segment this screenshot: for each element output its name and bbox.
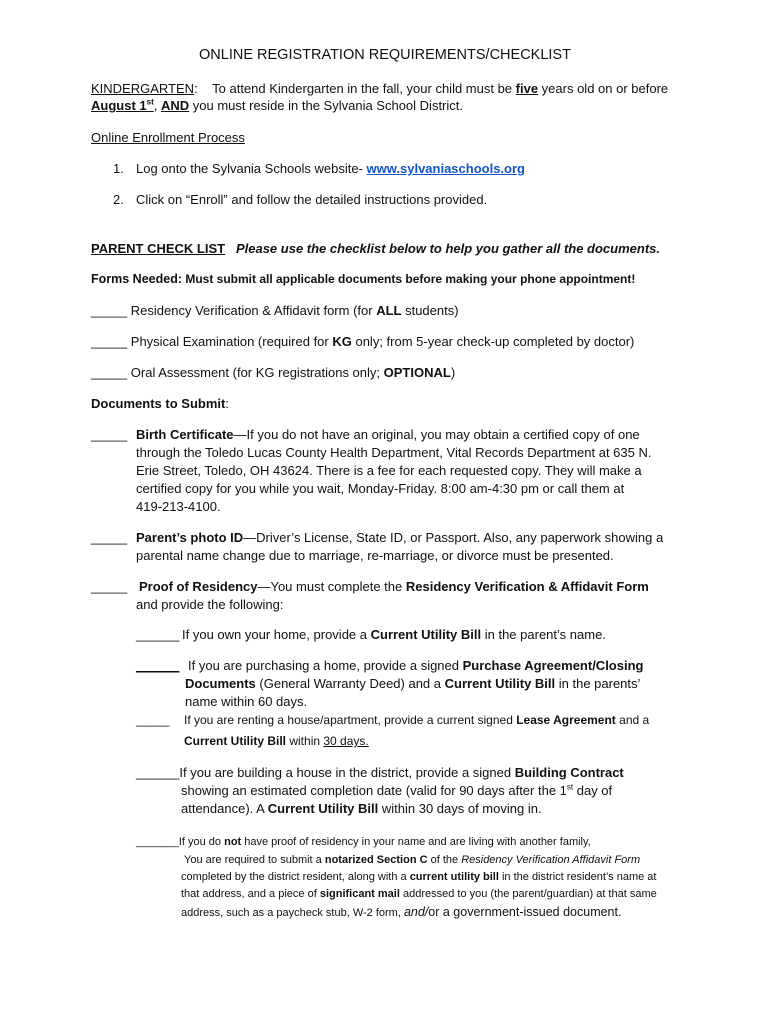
proof-form-name: Residency Verification & Affidavit Form: [405, 579, 649, 594]
option-text: If you are building a house in the district, provide a signed: [179, 765, 515, 780]
forms-label: Forms Needed:: [91, 272, 182, 286]
option-text: You are required to submit a: [184, 854, 325, 866]
option-text: within 30 days of moving in.: [378, 801, 542, 816]
rent-blank[interactable]: _____: [136, 713, 170, 727]
proof-of-residency-label: Proof of Residency: [139, 579, 258, 594]
proof-blank[interactable]: _____: [91, 579, 128, 594]
colon: :: [225, 396, 229, 411]
option-emphasis: Purchase Agreement/Closing: [462, 658, 644, 673]
option-text: completed by the district resident, along with a: [181, 871, 410, 883]
option-text: address, such as a paycheck stub, W-2 form,: [181, 907, 404, 919]
cutoff-date-text: August 1: [91, 98, 147, 113]
birth-line-3: Erie Street, Toledo, OH 43624. There is a fee for each requested copy. They will make a: [136, 463, 642, 478]
form-item-residency: [91, 302, 459, 319]
comma: ,: [153, 98, 161, 113]
form-item-text: Residency Verification & Affidavit form (for: [127, 303, 377, 318]
kindergarten-line-2: [91, 97, 463, 114]
photo-line-2: parental name change due to marriage, re-marriage, or divorce must be presented.: [136, 548, 614, 563]
rent-line-1: [184, 712, 649, 729]
forms-heading: [91, 271, 635, 288]
parent-checklist-label: PARENT CHECK LIST: [91, 241, 226, 256]
form-item-emphasis: OPTIONAL: [383, 365, 451, 380]
and-emphasis: AND: [160, 98, 190, 113]
option-form-name: Residency Verification Affidavit Form: [461, 854, 641, 866]
photo-text: —Driver’s License, State ID, or Passport. Also, any paperwork showing a: [243, 530, 664, 545]
option-emphasis: significant mail: [319, 888, 400, 900]
build-line-2: [181, 782, 612, 799]
option-text: that address, and a piece of: [181, 888, 320, 900]
option-text: If you are purchasing a home, provide a signed: [188, 658, 463, 673]
other-line-1: [136, 834, 591, 851]
other-line-4: [181, 886, 657, 903]
option-text-underlined: 30 days.: [323, 734, 369, 748]
colon: :: [194, 81, 198, 96]
step-2-number: 2.: [113, 192, 124, 207]
forms-instruction: Must submit all applicable documents before making your phone appointment!: [182, 272, 636, 286]
photo-line-1: [136, 529, 663, 546]
form-item-oral: [91, 364, 455, 381]
purchase-line-1: [188, 657, 643, 674]
option-emphasis: Current Utility Bill: [444, 676, 556, 691]
birth-certificate-label: Birth Certificate: [136, 427, 234, 442]
form-item-text: Physical Examination (required for: [127, 334, 333, 349]
form-item-text: students): [401, 303, 459, 318]
purchase-line-2: [185, 675, 640, 692]
option-emphasis: Current Utility Bill: [267, 801, 379, 816]
photo-id-label: Parent’s photo ID: [136, 530, 244, 545]
kindergarten-line-1: [91, 80, 668, 97]
option-text: of the: [427, 854, 462, 866]
option-emphasis: notarized Section C: [324, 854, 428, 866]
cutoff-date-sup: st: [146, 97, 154, 107]
form-item-physical: [91, 333, 634, 350]
school-website-link[interactable]: www.sylvaniaschools.org: [366, 161, 525, 176]
purchase-line-3: name within 60 days.: [185, 694, 308, 709]
birth-blank[interactable]: _____: [91, 427, 128, 442]
form-item-text: ): [450, 365, 456, 380]
option-text: showing an estimated completion date (valid for 90 days after the 1: [181, 783, 567, 798]
option-emphasis: Building Contract: [514, 765, 624, 780]
option-emphasis: Current Utility Bill: [370, 627, 482, 642]
option-text: If you are renting a house/apartment, provide a current signed: [184, 713, 517, 727]
rent-line-2: [184, 733, 369, 750]
step-2-text: Click on “Enroll” and follow the detailed instructions provided.: [136, 192, 488, 207]
option-text: If you own your home, provide a: [182, 627, 371, 642]
proof-line-2: and provide the following:: [136, 597, 284, 612]
proof-text: —You must complete the: [257, 579, 406, 594]
step-1-text: Log onto the Sylvania Schools website-: [136, 161, 367, 176]
purchase-blank[interactable]: ______: [136, 658, 180, 673]
option-text: in the parent’s name.: [481, 627, 606, 642]
form-item-emphasis: KG: [332, 334, 352, 349]
five-emphasis: five: [515, 81, 539, 96]
option-text: or a government-issued document.: [428, 905, 622, 919]
ordinal-sup: st: [566, 782, 574, 792]
option-blank[interactable]: ______: [136, 765, 180, 780]
checkbox-blank[interactable]: _____: [91, 303, 128, 318]
option-blank[interactable]: _______: [136, 836, 179, 848]
documents-heading-text: Documents to Submit: [91, 396, 226, 411]
build-line-1: [136, 764, 624, 781]
option-text: If you do: [178, 836, 225, 848]
own-home-blank[interactable]: ______: [136, 627, 180, 642]
birth-line-1: [136, 426, 640, 443]
kindergarten-text: you must reside in the Sylvania School District.: [189, 98, 463, 113]
option-text: within: [286, 734, 324, 748]
option-text: in the district resident’s name at: [498, 871, 657, 883]
kindergarten-text: To attend Kindergarten in the fall, your child must be: [212, 81, 516, 96]
birth-text: —If you do not have an original, you may obtain a certified copy of one: [233, 427, 640, 442]
step-1-number: 1.: [113, 161, 124, 176]
birth-line-4: certified copy for you while you wait, Monday-Friday. 8:00 am-4:30 pm or call them at: [136, 481, 625, 496]
enrollment-heading: Online Enrollment Process: [91, 130, 245, 145]
own-home-option: [182, 626, 606, 643]
other-line-3: [181, 869, 656, 886]
option-text-italic: and/: [403, 905, 429, 919]
option-text: and a: [615, 713, 650, 727]
kindergarten-label: KINDERGARTEN: [91, 81, 195, 96]
birth-line-2: through the Toledo Lucas County Health Department, Vital Records Department at 635 N.: [136, 445, 652, 460]
option-text: in the parents’: [555, 676, 641, 691]
build-line-3: [181, 800, 542, 817]
parent-checklist-heading: [91, 240, 660, 257]
birth-line-5: 419-213-4100.: [136, 499, 221, 514]
option-emphasis: Current Utility Bill: [184, 734, 287, 748]
option-emphasis: current utility bill: [409, 871, 499, 883]
form-item-text: only; from 5-year check-up completed by doctor): [351, 334, 635, 349]
option-text: (General Warranty Deed) and a: [255, 676, 445, 691]
other-line-2: [184, 852, 640, 869]
option-emphasis: not: [224, 836, 242, 848]
documents-heading: [91, 395, 229, 412]
option-text: attendance). A: [181, 801, 268, 816]
checkbox-blank[interactable]: _____: [91, 334, 128, 349]
kindergarten-text: years old on or before: [538, 81, 669, 96]
page-title: ONLINE REGISTRATION REQUIREMENTS/CHECKLIST: [199, 47, 571, 63]
photo-blank[interactable]: _____: [91, 530, 128, 545]
option-text: addressed to you (the parent/guardian) at that same: [399, 888, 657, 900]
checkbox-blank[interactable]: _____: [91, 365, 128, 380]
step-1: [136, 160, 525, 177]
option-text: have proof of residency in your name and are living with another family,: [241, 836, 591, 848]
option-emphasis: Documents: [185, 676, 256, 691]
parent-checklist-instruction: Please use the checklist below to help you gather all the documents.: [235, 241, 661, 256]
proof-line-1: [139, 578, 649, 595]
form-item-emphasis: ALL: [376, 303, 402, 318]
other-line-5: [181, 904, 621, 922]
form-item-text: Oral Assessment (for KG registrations only;: [127, 365, 384, 380]
cutoff-date: [91, 98, 154, 113]
option-emphasis: Lease Agreement: [516, 713, 616, 727]
option-text: day of: [573, 783, 613, 798]
